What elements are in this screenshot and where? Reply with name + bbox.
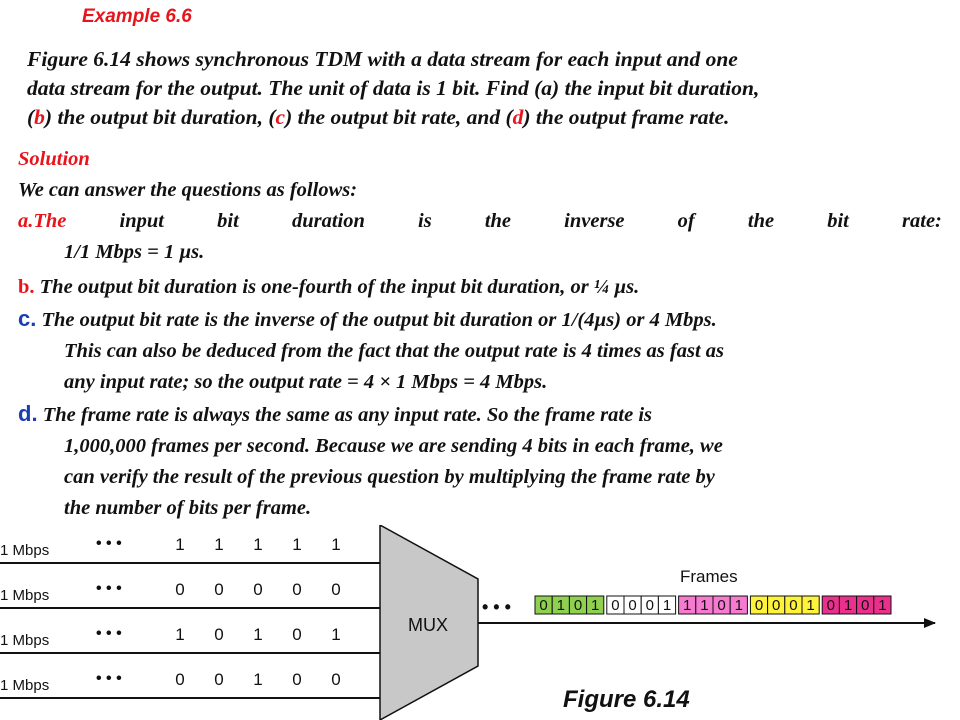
input-bit: 1 [253,670,263,689]
input-bit: 0 [292,580,302,599]
frames-group [535,596,891,614]
answer-b: b. The output bit duration is one-fourth of the input bit duration, or ¼ µs. [18,276,640,298]
frame-bit: 0 [717,597,726,614]
input-bit: 0 [175,670,185,689]
input-bit: 0 [331,580,341,599]
problem-line-2: data stream for the output. The unit of data is 1 bit. Find (a) the input bit duration, [27,76,760,100]
frames-label: Frames [680,567,738,586]
frame-bit: 1 [878,597,887,614]
input-bit: 0 [253,580,263,599]
input-bit: 0 [214,580,224,599]
input-bit: 0 [175,580,185,599]
input-bit: 1 [253,535,263,554]
answer-d-line-4: the number of bits per frame. [64,497,312,519]
frame [679,596,748,614]
frame-bit: 0 [645,597,654,614]
input-bit: 1 [331,535,341,554]
frame-bit: 0 [628,597,637,614]
tdm-diagram [0,525,960,720]
frame-bit: 1 [662,597,672,614]
input-lines [0,535,380,698]
answer-c-line-3: any input rate; so the output rate = 4 × 1 Mbps = 4 Mbps. [64,371,548,393]
answer-c-line-2: This can also be deduced from the fact that the output rate is 4 times as fast as [64,340,725,362]
frame [750,596,819,614]
solution-heading: Solution [18,148,90,170]
input-bit: 0 [331,670,341,689]
problem-statement [27,45,943,132]
input-bit: 0 [292,670,302,689]
frame [535,596,604,614]
answer-d-line-2: 1,000,000 frames per second. Because we are sending 4 bits in each frame, we [64,435,723,457]
frame-bit: 0 [772,597,781,614]
answer-d-line-1: d. The frame rate is always the same as any input rate. So the frame rate is [18,401,653,426]
input-bit: 0 [214,670,224,689]
answer-d-line-3: can verify the result of the previous question by multiplying the frame rate by [64,466,715,488]
frame-bit: 0 [861,597,870,614]
frame-bit: 1 [734,597,743,614]
input-bit: 1 [175,535,185,554]
input-bit: 0 [214,625,224,644]
input-rate-label: 1 Mbps [0,677,50,694]
mux-label: MUX [408,615,448,635]
answer-c-line-1: c. The output bit rate is the inverse of the output bit duration or 1/(4µs) or 4 Mbps. [18,306,717,331]
input-bit: 1 [331,625,341,644]
frame-bit: 0 [611,597,620,614]
problem-line-3: (b) the output bit duration, (c) the output bit rate, and (d) the output frame rate. [27,105,730,129]
frame [607,596,676,614]
input-rate-label: 1 Mbps [0,542,50,559]
output-ellipsis: • • • [482,597,511,617]
frame-bit: 1 [700,597,709,614]
frame-bit: 0 [754,597,764,614]
solution-intro: We can answer the questions as follows: [18,179,358,201]
answer-a-line-2: 1/1 Mbps = 1 µs. [64,241,205,263]
input-rate-label: 1 Mbps [0,632,50,649]
frame-bit: 1 [591,597,600,614]
input-bit: 1 [175,625,185,644]
input-ellipsis: • • • [96,625,122,642]
input-ellipsis: • • • [96,670,122,687]
answer-a-line-1: a.The input bit duration is the inverse of the bit rate: [18,210,942,232]
solution-block [18,144,942,524]
input-bit: 0 [292,625,302,644]
input-bit: 1 [214,535,224,554]
input-bit: 1 [253,625,263,644]
frame-bit: 1 [556,597,565,614]
input-rate-label: 1 Mbps [0,587,50,604]
example-title: Example 6.6 [82,6,192,27]
input-ellipsis: • • • [96,580,122,597]
frame-bit: 1 [843,597,853,614]
input-bit: 1 [292,535,302,554]
frame-bit: 0 [826,597,835,614]
input-ellipsis: • • • [96,535,122,552]
frame-bit: 0 [789,597,798,614]
frame [822,596,891,614]
frame-bit: 0 [573,597,583,614]
frame-bit: 1 [683,597,692,614]
frame-bit: 1 [806,597,815,614]
problem-line-1: Figure 6.14 shows synchronous TDM with a data stream for each input and one [27,47,738,71]
frame-bit: 0 [539,597,548,614]
figure-caption: Figure 6.14 [563,686,690,713]
